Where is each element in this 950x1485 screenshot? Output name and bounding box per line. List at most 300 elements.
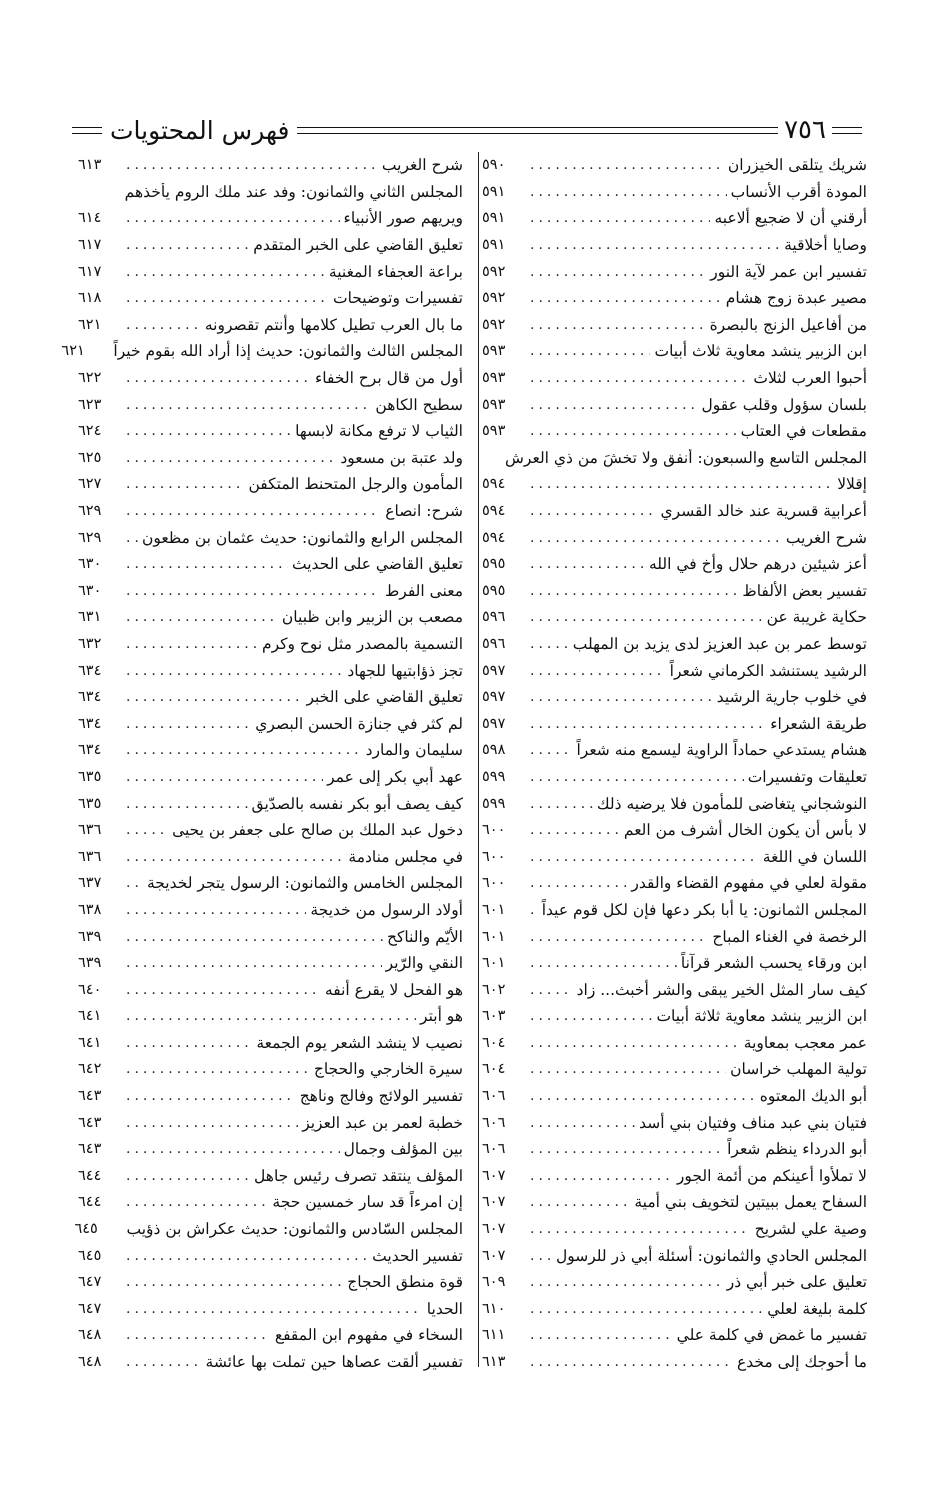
toc-entry-title: المجلس الرابع والثمانون: حديث عثمان بن مظعون xyxy=(142,528,463,547)
toc-entry-page: ٦٣٢ xyxy=(78,635,102,652)
toc-entry xyxy=(78,418,463,445)
dot-leader xyxy=(530,264,706,280)
dot-leader xyxy=(530,849,759,865)
toc-entry-page: ٥٩٩ xyxy=(482,795,506,812)
toc-entry xyxy=(78,312,463,339)
toc-entry-title: أعرابية قسرية عند خالد القسري xyxy=(660,502,867,521)
toc-entry-page: ٦٤٨ xyxy=(78,1354,102,1371)
toc-entry-page: ٦٤٨ xyxy=(78,1327,102,1344)
toc-entry-title: المجلس السّادس والثمانون: حديث عكراش بن ذؤيب xyxy=(126,1220,463,1239)
toc-entry-title: تعليقات وتفسيرات xyxy=(747,767,867,786)
dot-leader xyxy=(530,609,763,625)
toc-entry-title: تعليق القاضي على الخبر xyxy=(306,688,463,707)
toc-entry-page: ٥٩٩ xyxy=(482,768,506,785)
toc-entry-title: براعة العجفاء المغنية xyxy=(328,262,463,281)
toc-entry-page: ٦٠١ xyxy=(482,955,506,972)
toc-entry-title: الرخصة في الغناء المباح xyxy=(712,927,867,946)
toc-entry xyxy=(78,976,463,1003)
toc-entry-title: أبو الدرداء ينظم شعراً xyxy=(727,1140,867,1159)
toc-entry xyxy=(78,870,463,897)
toc-entry-page: ٦٤٣ xyxy=(78,1141,102,1158)
toc-entry-page: ٦٠٤ xyxy=(482,1061,506,1078)
toc-entry-page: ٥٩١ xyxy=(482,237,506,254)
page-number: ٧٥٦ xyxy=(784,115,826,145)
toc-entry-title: معنى الفرط xyxy=(384,581,463,600)
toc-entry-title: ولد عتبة بن مسعود xyxy=(340,448,463,467)
toc-entry-page: ٥٩٦ xyxy=(482,635,506,652)
toc-entry xyxy=(78,498,463,525)
toc-entry-title: طريقة الشعراء xyxy=(770,714,867,733)
toc-entry-title: في مجلس منادمة xyxy=(348,847,463,866)
toc-entry xyxy=(482,205,867,232)
toc-entry-page: ٥٩٢ xyxy=(482,316,506,333)
toc-entry-title: وصية علي لشريح xyxy=(754,1220,867,1239)
toc-entry-page: ٦٤٠ xyxy=(78,981,102,998)
toc-entry-title: أحبوا العرب لثلاث xyxy=(753,369,867,388)
toc-entry xyxy=(482,657,867,684)
dot-leader xyxy=(530,689,713,705)
header-rule-right xyxy=(832,127,862,134)
toc-entry-page: ٥٩٦ xyxy=(482,609,506,626)
dot-leader xyxy=(530,663,666,679)
toc-entry-page: ٥٩١ xyxy=(482,210,506,227)
toc-entry xyxy=(482,418,867,445)
toc-entry xyxy=(78,232,463,259)
dot-leader xyxy=(126,1248,368,1264)
dot-leader xyxy=(530,423,737,439)
dot-leader xyxy=(530,317,706,333)
dot-leader xyxy=(126,290,329,306)
toc-entry xyxy=(78,737,463,764)
toc-entry-title: تعليق القاضي على الحديث xyxy=(292,555,463,574)
dot-leader xyxy=(126,875,143,891)
toc-entry-title: شرح: انصاع xyxy=(385,502,463,521)
toc-entry-title: نصيب لا ينشد الشعر يوم الجمعة xyxy=(256,1033,463,1052)
toc-entry-title: المجلس الثالث والثمانون: حديث إذا أراد الله بقوم خيراً xyxy=(113,342,463,361)
toc-entry xyxy=(482,684,867,711)
toc-entry-title: توسط عمر بن عبد العزيز لدى يزيد بن المهلب xyxy=(572,634,867,653)
toc-entry-title: المجلس الثمانون: يا أبا بكر دعها فإن لكل قوم عيداً xyxy=(541,900,867,919)
toc-entry-page: ٦٣٤ xyxy=(78,715,102,732)
toc-entry xyxy=(482,179,867,206)
toc-entry-title: كيف يصف أبو بكر نفسه بالصدّيق xyxy=(251,794,463,813)
dot-leader xyxy=(126,1088,296,1104)
toc-entry xyxy=(78,923,463,950)
toc-entry-title: ما أحوجك إلى مخدع xyxy=(737,1353,867,1372)
toc-entry-page: ٦٣٤ xyxy=(78,689,102,706)
toc-entry-title: شرح الغريب xyxy=(785,528,867,547)
toc-entry-title: هو أبتر xyxy=(420,1007,463,1026)
toc-entry-page: ٦٠٩ xyxy=(482,1274,506,1291)
toc-entry-title: أعز شيئين درهم حلال وأخ في الله xyxy=(648,555,867,574)
dot-leader xyxy=(530,1035,740,1051)
toc-entry-title: إقلالا xyxy=(837,475,867,494)
dot-leader xyxy=(126,264,325,280)
toc-entry-page: ٦١٧ xyxy=(78,237,102,254)
dot-leader xyxy=(530,237,780,253)
toc-entry-title: تولية المهلب خراسان xyxy=(730,1060,867,1079)
toc-column-left xyxy=(61,152,463,1375)
toc-entry-title: الأيّم والناكح xyxy=(386,927,463,946)
dot-leader xyxy=(530,476,833,492)
dot-leader xyxy=(530,1008,652,1024)
toc-entry xyxy=(482,710,867,737)
dot-leader xyxy=(530,184,727,200)
toc-entry xyxy=(482,764,867,791)
toc-entry xyxy=(482,817,867,844)
toc-entry-page: ٦١٤ xyxy=(78,210,102,227)
toc-entry-title: النوشجاني يتغاضى للمأمون فلا يرضيه ذلك xyxy=(596,794,867,813)
toc-entry-page: ٦٣٨ xyxy=(78,901,102,918)
dot-leader xyxy=(126,1274,343,1290)
toc-entry-title: المجلس الخامس والثمانون: الرسول يتجر لخديجة xyxy=(146,874,463,893)
dot-leader xyxy=(126,1008,416,1024)
dot-leader xyxy=(530,955,677,971)
toc-entry xyxy=(482,976,867,1003)
toc-entry-page: ٦٠٦ xyxy=(482,1088,506,1105)
dot-leader xyxy=(126,1194,268,1210)
toc-entry-page: ٦٠٧ xyxy=(482,1167,506,1184)
toc-entry xyxy=(482,471,867,498)
toc-entry-page: ٦٤٢ xyxy=(78,1061,102,1078)
toc-entry-page: ٦١٠ xyxy=(482,1300,506,1317)
toc-entry xyxy=(482,1296,867,1323)
toc-entry-page: ٦٣٩ xyxy=(78,955,102,972)
dot-leader xyxy=(126,210,340,226)
toc-entry-title: مقطعات في العتاب xyxy=(740,422,867,441)
toc-entry xyxy=(482,365,867,392)
toc-entry xyxy=(78,471,463,498)
toc-entry-title: مقولة لعلي في مفهوم القضاء والقدر xyxy=(631,874,867,893)
toc-entry xyxy=(78,365,463,392)
toc-entry-title: كيف سار المثل الخير يبقى والشر أخبث... زاد xyxy=(576,980,867,999)
toc-entry-title: تفسير ألقت عصاها حين تملت بها عائشة xyxy=(205,1353,463,1372)
toc-entry-page: ٦٤٧ xyxy=(78,1274,102,1291)
toc-entry-page: ٦٤١ xyxy=(78,1008,102,1025)
toc-entry xyxy=(78,684,463,711)
toc-entry xyxy=(78,1163,463,1190)
toc-entry-title: بلسان سؤول وقلب عقول xyxy=(701,395,867,414)
toc-entry xyxy=(78,764,463,791)
dot-leader xyxy=(530,556,645,572)
toc-entry-title: لم كثر في جنازة الحسن البصري xyxy=(255,714,463,733)
dot-leader xyxy=(530,210,710,226)
header-title-group xyxy=(72,116,462,145)
toc-entry-page: ٦٢١ xyxy=(78,316,102,333)
toc-entry-title: المجلس الحادي والثمانون: أسئلة أبي ذر للرسول xyxy=(555,1246,867,1265)
dot-leader xyxy=(530,343,650,359)
dot-leader xyxy=(530,290,722,306)
toc-entry xyxy=(78,578,463,605)
toc-entry-page: ٥٩٣ xyxy=(482,396,506,413)
toc-entry-page: ٦٠٧ xyxy=(482,1194,506,1211)
toc-entry-page: ٥٩٤ xyxy=(482,503,506,520)
dot-leader xyxy=(126,1035,252,1051)
dot-leader xyxy=(530,716,766,732)
toc-entry-title: خطبة لعمر بن عبد العزيز xyxy=(302,1113,463,1132)
dot-leader xyxy=(530,583,738,599)
toc-entry xyxy=(78,1242,463,1269)
dot-leader xyxy=(126,1141,340,1157)
toc-entry-title: المؤلف ينتقد تصرف رئيس جاهل xyxy=(254,1166,463,1185)
toc-entry-page: ٦١١ xyxy=(482,1327,506,1344)
toc-entry-page: ٦٤٣ xyxy=(78,1088,102,1105)
toc-entry-title: الرشيد يستنشد الكرماني شعراً xyxy=(669,661,867,680)
toc-entry-page: ٦٣٥ xyxy=(78,795,102,812)
toc-entry-title: وصايا أخلاقية xyxy=(784,236,867,255)
toc-entry xyxy=(78,897,463,924)
toc-entry xyxy=(482,923,867,950)
toc-entry-page: ٥٩٥ xyxy=(482,556,506,573)
toc-entry-page: ٦٣٦ xyxy=(78,848,102,865)
dot-leader xyxy=(530,1248,552,1264)
toc-entry-title: حكاية غريبة عن xyxy=(766,608,867,627)
dot-leader xyxy=(530,397,697,413)
toc-entry xyxy=(78,1349,463,1376)
toc-entry-title: تعليق على خبر أبي ذر xyxy=(726,1273,867,1292)
dot-leader xyxy=(126,583,381,599)
toc-entry xyxy=(482,1030,867,1057)
dot-leader xyxy=(530,1088,756,1104)
toc-entry xyxy=(482,897,867,924)
toc-entry xyxy=(78,551,463,578)
toc-entry xyxy=(482,790,867,817)
dot-leader xyxy=(126,1327,271,1343)
toc-entry-page: ٥٩٧ xyxy=(482,715,506,732)
toc-entry xyxy=(78,1136,463,1163)
toc-entry xyxy=(78,1056,463,1083)
toc-entry-page: ٦١٣ xyxy=(482,1354,506,1371)
dot-leader xyxy=(126,689,302,705)
toc-entry-page: ٥٩٣ xyxy=(482,343,506,360)
dot-leader xyxy=(126,609,278,625)
toc-entry-page: ٥٩٣ xyxy=(482,423,506,440)
toc-entry-page: ٦٠٠ xyxy=(482,875,506,892)
toc-entry-page: ٦٣٤ xyxy=(78,742,102,759)
toc-entry-title: إن امرءاً قد سار خمسين حجة xyxy=(272,1193,463,1212)
dot-leader xyxy=(530,902,538,918)
toc-entry xyxy=(482,258,867,285)
toc-entry-page: ٥٩٢ xyxy=(482,290,506,307)
toc-entry-title: الحديا xyxy=(426,1299,463,1318)
toc-entry xyxy=(482,1216,867,1243)
toc-entry xyxy=(482,604,867,631)
toc-entry-page: ٦٠٠ xyxy=(482,822,506,839)
dot-leader xyxy=(126,237,249,253)
toc-entry-title: ابن الزبير ينشد معاوية ثلاثة أبيات xyxy=(656,1007,867,1026)
dot-leader xyxy=(530,1221,751,1237)
toc-entry-title: النقي والرّير xyxy=(385,954,463,973)
toc-entry-title: أولاد الرسول من خديجة xyxy=(310,900,463,919)
toc-entry-page: ٦٠٧ xyxy=(482,1221,506,1238)
toc-entry xyxy=(78,843,463,870)
toc-entry-page: ٦٣٧ xyxy=(78,875,102,892)
dot-leader xyxy=(530,982,573,998)
toc-entry xyxy=(482,391,867,418)
toc-entry-page: ٦٢٢ xyxy=(78,370,102,387)
toc-entry-title: عهد أبي بكر إلى عمر xyxy=(327,767,463,786)
toc-entry-title: المأمون والرجل المتحنط المتكفن xyxy=(248,475,463,494)
toc-entry-title: السفاح يعمل ببيتين لتخويف بني أمية xyxy=(634,1193,867,1212)
toc-entry-title: دخول عبد الملك بن صالح على جعفر بن يحيى xyxy=(172,821,463,840)
toc-entry-title: لا تملأوا أعينكم من أئمة الجور xyxy=(676,1166,867,1185)
toc-entry-title: ابن ورقاء يحسب الشعر قرآناً xyxy=(680,954,867,973)
toc-entry-title: ابن الزبير ينشد معاوية ثلاث أبيات xyxy=(654,342,867,361)
toc-entry xyxy=(78,817,463,844)
toc-entry xyxy=(482,1136,867,1163)
dot-leader xyxy=(530,769,744,785)
toc-entry xyxy=(482,1269,867,1296)
toc-entry-title: تفسير بعض الألفاظ xyxy=(742,581,867,600)
dot-leader xyxy=(126,796,248,812)
toc-entry xyxy=(78,1030,463,1057)
toc-entry-page: ٦٠١ xyxy=(482,928,506,945)
toc-entry-title: السخاء في مفهوم ابن المقفع xyxy=(274,1326,463,1345)
toc-entry-page: ٦٠٤ xyxy=(482,1034,506,1051)
toc-entry-title: أرقني أن لا ضجيع ألاعبه xyxy=(714,209,867,228)
dot-leader xyxy=(126,769,323,785)
toc-entry-page: ٥٩٠ xyxy=(482,157,506,174)
dot-leader xyxy=(126,157,378,173)
toc-entry xyxy=(78,790,463,817)
toc-entry xyxy=(78,205,463,232)
toc-entry xyxy=(482,843,867,870)
toc-entry xyxy=(78,152,463,179)
toc-entry-title: فتيان بني عبد مناف وفتيان بني أسد xyxy=(639,1113,867,1132)
toc-entry-page: ٦٢٩ xyxy=(78,503,102,520)
dot-leader xyxy=(530,1327,673,1343)
toc-entry-page: ٦٠٦ xyxy=(482,1141,506,1158)
toc-entry xyxy=(482,152,867,179)
toc-entry xyxy=(78,631,463,658)
header-rule-left xyxy=(72,127,102,134)
dot-leader xyxy=(126,955,382,971)
toc-column-right xyxy=(482,152,867,1375)
toc-entry xyxy=(78,1109,463,1136)
toc-entry xyxy=(482,870,867,897)
dot-leader xyxy=(126,530,138,546)
toc-entry-title: تفسير الولائج وفالج وناهج xyxy=(299,1087,463,1106)
toc-entry-title: التسمية بالمصدر مثل نوح وكرم xyxy=(261,634,463,653)
header-rule-middle-left xyxy=(297,127,462,134)
dot-leader xyxy=(530,1194,630,1210)
toc-entry-title: المودة أقرب الأنساب xyxy=(730,182,867,201)
toc-entry xyxy=(78,445,463,472)
dot-leader xyxy=(530,1168,673,1184)
toc-entry xyxy=(482,1322,867,1349)
dot-leader xyxy=(126,1301,423,1317)
toc-entry-title: سيرة الخارجي والحجاج xyxy=(313,1060,463,1079)
dot-leader xyxy=(126,822,168,838)
toc-entry-page: ٦١٣ xyxy=(78,157,102,174)
toc-entry-page: ٦٤٧ xyxy=(78,1300,102,1317)
dot-leader xyxy=(530,1354,733,1370)
toc-entry-title: تعليق القاضي على الخبر المتقدم xyxy=(253,236,463,255)
dot-leader xyxy=(126,742,362,758)
toc-entry-title: عمر معجب بمعاوية xyxy=(743,1033,867,1052)
toc-entry-title: تفسير ما غمض في كلمة علي xyxy=(676,1326,867,1345)
dot-leader xyxy=(126,663,343,679)
toc-entry-title: في خلوب جارية الرشيد xyxy=(716,688,867,707)
dot-leader xyxy=(126,476,244,492)
dot-leader xyxy=(126,423,291,439)
toc-entry-page: ٦٤٥ xyxy=(74,1221,98,1238)
dot-leader xyxy=(530,503,657,519)
toc-entry-title: سليمان والمارد xyxy=(365,741,463,760)
toc-entry xyxy=(482,1056,867,1083)
dot-leader xyxy=(126,636,258,652)
dot-leader xyxy=(530,1301,763,1317)
toc-entry-page: ٥٩٢ xyxy=(482,263,506,280)
toc-entry-page: ٦٠٢ xyxy=(482,981,506,998)
toc-entry xyxy=(482,445,867,472)
dot-leader xyxy=(126,450,336,466)
toc-entry-title: أول من قال برح الخفاء xyxy=(314,369,463,388)
page-header xyxy=(72,112,862,148)
toc-entry-title: كلمة بليغة لعلي xyxy=(767,1299,867,1318)
dot-leader xyxy=(126,1115,298,1131)
dot-leader xyxy=(126,370,311,386)
dot-leader xyxy=(530,530,782,546)
toc-entry-page: ٦٢٧ xyxy=(78,476,102,493)
dot-leader xyxy=(530,742,572,758)
dot-leader xyxy=(530,929,708,945)
toc-entry-page: ٥٩٣ xyxy=(482,370,506,387)
dot-leader xyxy=(126,317,201,333)
column-divider xyxy=(478,152,479,1367)
toc-entry-page: ٦٤٤ xyxy=(78,1194,102,1211)
dot-leader xyxy=(126,503,381,519)
toc-entry-title: سطيح الكاهن xyxy=(375,395,463,414)
toc-entry xyxy=(482,232,867,259)
toc-entry xyxy=(78,258,463,285)
toc-entry-title: تفسيرات وتوضيحات xyxy=(332,289,463,308)
toc-entry-title: الثياب لا ترفع مكانة لابسها xyxy=(295,422,463,441)
toc-entry xyxy=(78,391,463,418)
dot-leader xyxy=(126,716,251,732)
toc-entry-title: هو الفحل لا يقرع أنفه xyxy=(324,980,463,999)
toc-entry-page: ٦٤٥ xyxy=(78,1247,102,1264)
toc-entry-page: ٦٣١ xyxy=(78,609,102,626)
toc-entry-page: ٥٩٤ xyxy=(482,529,506,546)
toc-entry xyxy=(482,1189,867,1216)
toc-entry-title: المجلس التاسع والسبعون: أنفق ولا تخشَ من ذي العرش xyxy=(505,448,867,467)
toc-entry-page: ٦٣٦ xyxy=(78,822,102,839)
toc-entry xyxy=(482,737,867,764)
toc-entry-page: ٦٣٠ xyxy=(78,556,102,573)
toc-entry-title: مصير عبدة زوج هشام xyxy=(725,289,867,308)
page-title: فهرس المحتويات xyxy=(110,115,290,145)
toc-entry xyxy=(482,1163,867,1190)
toc-entry-title: من أفاعيل الزنج بالبصرة xyxy=(709,315,867,334)
toc-entry-page: ٦٣٤ xyxy=(78,662,102,679)
toc-entry xyxy=(482,285,867,312)
toc-entry xyxy=(61,338,463,365)
toc-entry-page: ٦٢١ xyxy=(61,343,85,360)
toc-entry-page: ٦٤٣ xyxy=(78,1114,102,1131)
toc-entry xyxy=(78,604,463,631)
toc-entry-page: ٥٩٥ xyxy=(482,582,506,599)
toc-entry xyxy=(482,578,867,605)
dot-leader xyxy=(126,929,383,945)
toc-entry xyxy=(78,524,463,551)
toc-entry-page: ٦١٨ xyxy=(78,290,102,307)
toc-entry-page: ٦٠٣ xyxy=(482,1008,506,1025)
header-page-number-group xyxy=(462,115,862,145)
toc-entry-page: ٦٠٧ xyxy=(482,1247,506,1264)
toc-entry xyxy=(482,498,867,525)
dot-leader xyxy=(530,636,569,652)
